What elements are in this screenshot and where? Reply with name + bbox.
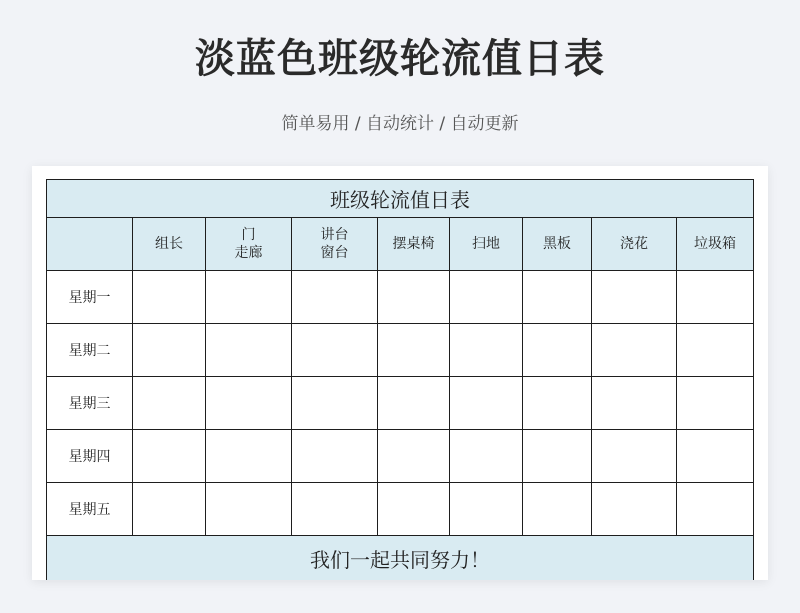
day-label: 星期五 — [47, 483, 133, 536]
page-subtitle: 简单易用 / 自动统计 / 自动更新 — [281, 114, 519, 134]
table-row — [47, 377, 754, 430]
column-header-label: 窗台 — [320, 245, 349, 261]
column-header-label: 浇花 — [620, 236, 648, 252]
duty-cell[interactable] — [677, 483, 754, 536]
duty-cell[interactable] — [450, 324, 523, 377]
column-header-water-flowers — [592, 218, 677, 271]
column-header-label: 讲台 — [320, 227, 349, 243]
column-header-blank — [47, 218, 133, 271]
column-header-label: 走廊 — [234, 245, 263, 261]
duty-cell[interactable] — [450, 483, 523, 536]
duty-cell[interactable] — [523, 483, 592, 536]
duty-cell[interactable] — [133, 324, 206, 377]
table-row — [47, 430, 754, 483]
duty-cell[interactable] — [378, 324, 450, 377]
duty-cell[interactable] — [378, 271, 450, 324]
duty-cell[interactable] — [523, 430, 592, 483]
duty-cell[interactable] — [378, 483, 450, 536]
duty-cell[interactable] — [206, 324, 292, 377]
duty-cell[interactable] — [206, 483, 292, 536]
column-header-door-hallway — [206, 218, 292, 271]
duty-cell[interactable] — [206, 430, 292, 483]
duty-cell[interactable] — [592, 271, 677, 324]
duty-cell[interactable] — [592, 430, 677, 483]
column-header-label: 摆桌椅 — [392, 236, 435, 252]
spreadsheet-card — [32, 166, 768, 580]
duty-cell[interactable] — [133, 271, 206, 324]
duty-cell[interactable] — [450, 271, 523, 324]
duty-cell[interactable] — [378, 430, 450, 483]
duty-cell[interactable] — [523, 377, 592, 430]
duty-cell[interactable] — [450, 430, 523, 483]
column-header-trash — [677, 218, 754, 271]
duty-cell[interactable] — [133, 430, 206, 483]
duty-cell[interactable] — [592, 377, 677, 430]
column-header-desks — [378, 218, 450, 271]
duty-cell[interactable] — [677, 271, 754, 324]
duty-cell[interactable] — [206, 271, 292, 324]
column-header-label: 组长 — [155, 236, 183, 252]
duty-cell[interactable] — [523, 324, 592, 377]
duty-cell[interactable] — [523, 271, 592, 324]
duty-cell[interactable] — [677, 324, 754, 377]
duty-cell[interactable] — [133, 483, 206, 536]
column-header-label: 扫地 — [472, 236, 500, 252]
column-header-label: 垃圾箱 — [694, 236, 736, 252]
duty-cell[interactable] — [292, 271, 378, 324]
table-row — [47, 483, 754, 536]
duty-roster-table — [46, 179, 754, 580]
table-row — [47, 271, 754, 324]
duty-cell[interactable] — [292, 483, 378, 536]
duty-cell[interactable] — [292, 430, 378, 483]
page-title: 淡蓝色班级轮流值日表 — [195, 36, 605, 82]
column-header-sweep — [450, 218, 523, 271]
day-label: 星期三 — [47, 377, 133, 430]
table-row — [47, 324, 754, 377]
column-header-label: 门 — [241, 227, 256, 243]
column-header-leader — [133, 218, 206, 271]
duty-cell[interactable] — [592, 324, 677, 377]
footer-slogan: 我们一起共同努力！ — [47, 536, 754, 581]
duty-cell[interactable] — [292, 377, 378, 430]
day-label: 星期四 — [47, 430, 133, 483]
duty-cell[interactable] — [677, 377, 754, 430]
duty-cell[interactable] — [206, 377, 292, 430]
duty-cell[interactable] — [592, 483, 677, 536]
duty-cell[interactable] — [677, 430, 754, 483]
day-label: 星期二 — [47, 324, 133, 377]
duty-cell[interactable] — [450, 377, 523, 430]
column-header-blackboard — [523, 218, 592, 271]
table-title: 班级轮流值日表 — [47, 180, 754, 218]
day-label: 星期一 — [47, 271, 133, 324]
duty-cell[interactable] — [378, 377, 450, 430]
column-header-label: 黑板 — [543, 236, 571, 252]
column-header-podium-windowsill — [292, 218, 378, 271]
duty-cell[interactable] — [133, 377, 206, 430]
duty-cell[interactable] — [292, 324, 378, 377]
column-header-row — [47, 218, 754, 271]
